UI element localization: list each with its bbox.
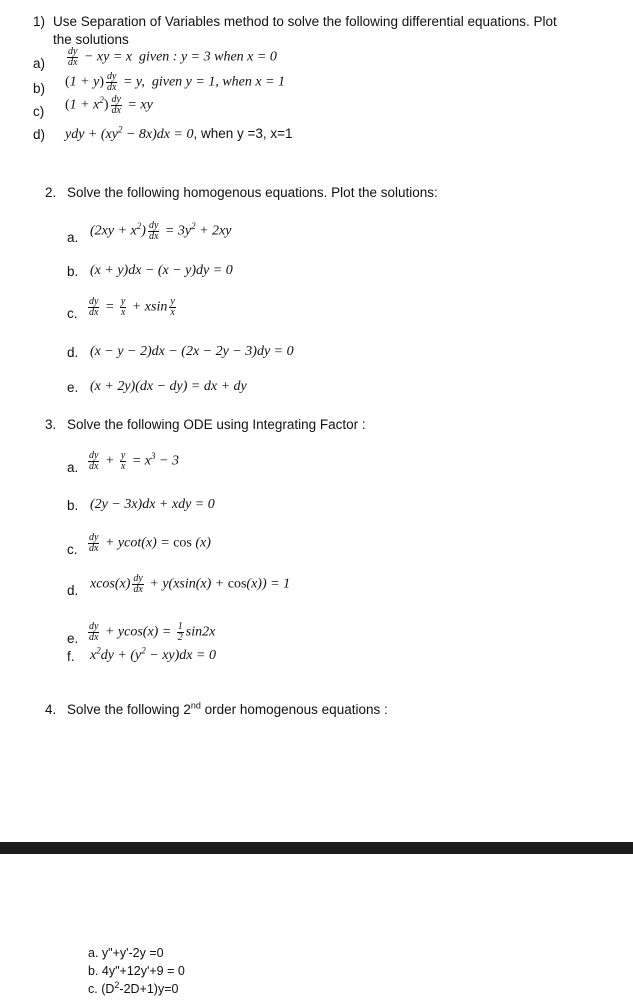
q3c-equation: $\frac{dy}{dx}$ + ycot(x) = cos (x) bbox=[89, 532, 211, 554]
q1c-label: c) bbox=[33, 104, 45, 119]
q1-heading-line2: the solutions bbox=[53, 32, 129, 47]
q2a-label: a. bbox=[67, 230, 79, 245]
q1b-label: b) bbox=[33, 81, 46, 96]
q3f-equation: $x^2dy + (y^2 - xy)dx = 0$ bbox=[90, 645, 216, 663]
q3b-equation: (2y − 3x)dx + xdy = 0 bbox=[90, 497, 215, 512]
q3b-label: b. bbox=[67, 498, 79, 513]
q2e-label: e. bbox=[67, 380, 79, 395]
q2b-label: b. bbox=[67, 264, 79, 279]
q2-number: 2. bbox=[45, 185, 57, 200]
q3d-label: d. bbox=[67, 583, 79, 598]
q2b-equation: (x + y)dx − (x − y)dy = 0 bbox=[90, 263, 233, 278]
q4-number: 4. bbox=[45, 702, 57, 717]
q1d-equation: ydy + $(xy^2 - 8x)dx = 0$, when y =3, x=1 bbox=[65, 124, 293, 142]
q4b-item: b. 4y"+12y'+9 = 0 bbox=[88, 964, 185, 978]
q4-heading: Solve the following 2nd order homogenous equations : bbox=[67, 700, 388, 717]
q1a-label: a) bbox=[33, 56, 46, 71]
q3-heading: Solve the following ODE using Integrating Factor : bbox=[67, 417, 366, 432]
q2c-equation: $\frac{dy}{dx}$ = $\frac{y}{x}$ + xsin $\frac{y}{x}$ bbox=[89, 296, 175, 318]
q3e-equation: $\frac{dy}{dx}$ + ycos(x) = $\frac{1}{2}$ sin2x bbox=[89, 621, 216, 643]
q1a-equation: $\frac{dy}{dx}$ − xy = x given : y = 3 when x = 0 bbox=[68, 46, 277, 68]
q1b-equation: (1 + y) $\frac{dy}{dx}$ = y, given y = 1, when x = 1 bbox=[65, 71, 286, 93]
q2d-equation: (x − y − 2)dx − (2x − 2y − 3)dy = 0 bbox=[90, 344, 294, 359]
q3d-equation: xcos(x) $\frac{dy}{dx}$ + y(xsin(x) + cos(x)) = 1 bbox=[90, 573, 291, 595]
q2d-label: d. bbox=[67, 345, 79, 360]
q3a-equation: $\frac{dy}{dx}$ + $\frac{y}{x}$ = $x^3 - 3$ bbox=[89, 450, 179, 472]
q2e-equation: (x + 2y)(dx − dy) = dx + dy bbox=[90, 379, 247, 394]
q1d-label: d) bbox=[33, 127, 46, 142]
q4c-item: c. $(D^2-2D+1)y=0$ bbox=[88, 979, 179, 996]
q3a-label: a. bbox=[67, 460, 79, 475]
q4a-item: a. y"+y'-2y =0 bbox=[88, 946, 164, 960]
q2a-equation: $(2xy + x^2)$ $\frac{dy}{dx}$ = $3y^2 + 2xy$ bbox=[90, 220, 232, 242]
page-divider-bar bbox=[0, 842, 633, 854]
q3-number: 3. bbox=[45, 417, 57, 432]
q3e-label: e. bbox=[67, 631, 79, 646]
q3f-label: f. bbox=[67, 649, 75, 664]
q3c-label: c. bbox=[67, 542, 78, 557]
q1-heading-line1: Use Separation of Variables method to solve the following differential equations. Plot bbox=[53, 14, 557, 29]
q1-number: 1) bbox=[33, 14, 46, 29]
q2c-label: c. bbox=[67, 306, 78, 321]
q2-heading: Solve the following homogenous equations. Plot the solutions: bbox=[67, 185, 438, 200]
q1c-equation: $(1 + x^2)$ $\frac{dy}{dx}$ = xy bbox=[65, 94, 153, 116]
